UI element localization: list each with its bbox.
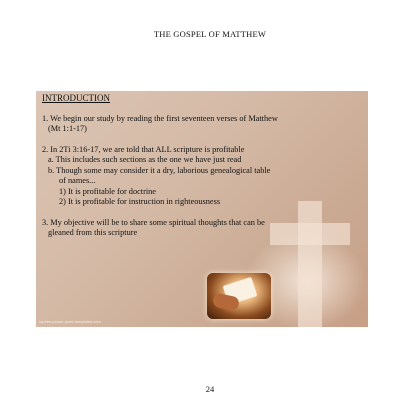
slide-heading: INTRODUCTION — [42, 93, 110, 103]
point-2b-2: 2) It is profitable for instruction in righteousness — [59, 197, 221, 206]
point-3: 3. My objective will be to share some spiritual thoughts that can be — [42, 217, 265, 227]
bible-photo — [207, 273, 271, 319]
watermark: ca.free-power-point-templates.com — [39, 319, 101, 324]
point-2b-cont: of names... — [59, 176, 96, 185]
document-title: THE GOSPEL OF MATTHEW — [153, 29, 267, 39]
point-2: 2. In 2Ti 3:16-17, we are told that ALL scripture is profitable — [42, 144, 245, 154]
slide-text — [42, 93, 364, 239]
point-2b: b. Though some may consider it a dry, laborious genealogical table — [48, 165, 271, 175]
point-2a: a. This includes such sections as the one we have just read — [48, 155, 242, 164]
point-2b-1: 1) It is profitable for doctrine — [59, 186, 156, 196]
slide-image — [36, 91, 368, 327]
point-3-cont: gleaned from this scripture — [48, 228, 138, 237]
page-number: 24 — [205, 384, 215, 394]
point-1-cont: (Mt 1:1-17) — [48, 124, 87, 133]
point-1: 1. We begin our study by reading the first seventeen verses of Matthew — [42, 113, 278, 123]
